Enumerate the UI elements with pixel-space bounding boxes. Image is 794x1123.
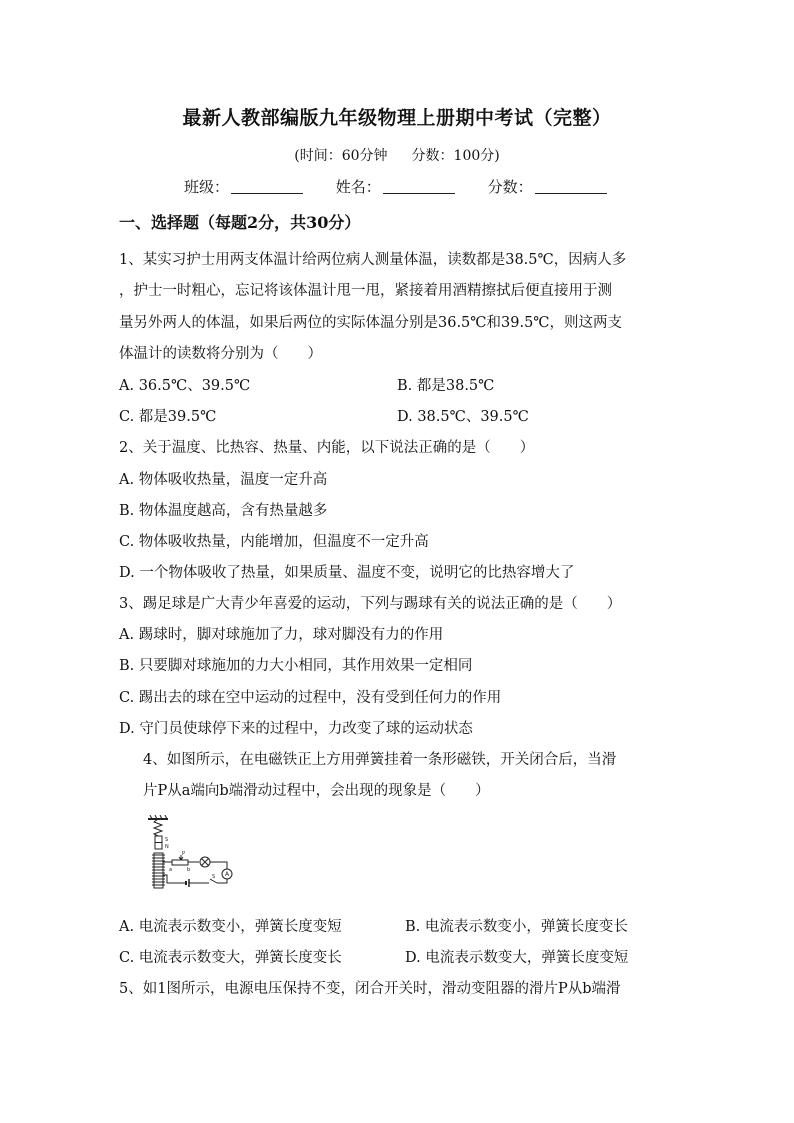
q2-stem: 2、关于温度、比热容、热量、内能，以下说法正确的是（ ） [119, 440, 535, 456]
class-field[interactable] [231, 179, 303, 194]
score-field[interactable] [535, 179, 607, 194]
q2-option-b: B. 物体温度越高，含有热量越多 [119, 503, 328, 519]
score-note: 分数：100分) [411, 148, 500, 164]
q1-option-d: D. 38.5℃、39.5℃ [397, 409, 529, 425]
q1-stem-line-4: 体温计的读数将分别为（ ） [119, 346, 322, 362]
section-heading: 一、选择题（每题2分，共30分） [119, 213, 361, 232]
q5-stem: 5、如1图所示，电源电压保持不变，闭合开关时，滑动变阻器的滑片P从b端滑 [119, 981, 621, 997]
q1-stem-line-2: ，护士一时粗心，忘记将该体温计甩一甩，紧接着用酒精擦拭后便直接用于测 [119, 283, 612, 299]
q4-stem-line-1: 4、如图所示，在电磁铁正上方用弹簧挂着一条形磁铁，开关闭合后，当滑 [143, 752, 617, 768]
q4-option-b: B. 电流表示数变小，弹簧长度变长 [405, 919, 628, 935]
time-note: (时间：60分钟 [294, 148, 388, 164]
q3-option-b: B. 只要脚对球施加的力大小相同，其作用效果一定相同 [119, 658, 473, 674]
page-title: 最新人教部编版九年级物理上册期中考试（完整） [182, 107, 612, 129]
q3-option-a: A. 踢球时，脚对球施加了力，球对脚没有力的作用 [119, 627, 444, 643]
q3-stem: 3、踢足球是广大青少年喜爱的运动，下列与踢球有关的说法正确的是（ ） [119, 596, 622, 612]
switch-s-label: S [212, 874, 216, 880]
electromagnet-circuit-figure [145, 815, 237, 891]
magnet-s-label: S [165, 837, 169, 843]
q3-option-c: C. 踢出去的球在空中运动的过程中，没有受到任何力的作用 [119, 690, 502, 706]
q1-option-c: C. 都是39.5℃ [119, 409, 217, 425]
class-label: 班级： [184, 178, 230, 196]
terminal-b-label: b [187, 867, 191, 873]
q1-option-b: B. 都是38.5℃ [397, 378, 495, 394]
q1-option-a: A. 36.5℃、39.5℃ [119, 378, 251, 394]
q1-stem-line-3: 量另外两人的体温，如果后两位的实际体温分别是36.5℃和39.5℃，则这两支 [119, 315, 623, 331]
student-info [184, 176, 635, 197]
q4-option-a: A. 电流表示数变小，弹簧长度变短 [119, 919, 342, 935]
magnet-n-label: N [165, 844, 169, 850]
q4-option-c: C. 电流表示数变大，弹簧长度变长 [119, 950, 342, 966]
q4-option-d: D. 电流表示数变大，弹簧长度变短 [405, 950, 629, 966]
exam-subtitle [0, 145, 794, 165]
ammeter-a-label: A [225, 871, 230, 878]
q2-option-a: A. 物体吸收热量，温度一定升高 [119, 472, 328, 488]
name-field[interactable] [383, 179, 455, 194]
terminal-a-label: a [169, 867, 173, 873]
q2-option-d: D. 一个物体吸收了热量，如果质量、温度不变，说明它的比热容增大了 [119, 565, 575, 581]
q4-stem-line-2: 片P从a端向b端滑动过程中，会出现的现象是（ ） [143, 783, 490, 799]
q2-option-c: C. 物体吸收热量，内能增加，但温度不一定升高 [119, 534, 429, 550]
q1-stem-line-1: 1、某实习护士用两支体温计给两位病人测量体温，读数都是38.5℃，因病人多 [119, 252, 627, 268]
slider-p-label: P [182, 851, 186, 857]
q3-option-d: D. 守门员使球停下来的过程中，力改变了球的运动状态 [119, 721, 473, 737]
name-label: 姓名： [335, 178, 381, 196]
score-label: 分数： [487, 178, 533, 196]
